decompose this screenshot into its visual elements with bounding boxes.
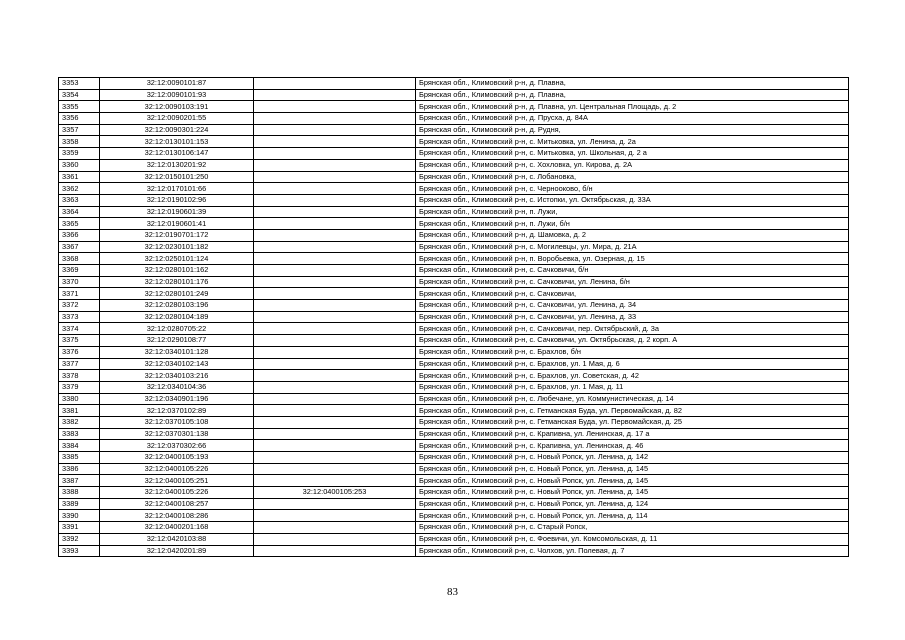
- row-number-cell: 3364: [59, 206, 100, 218]
- cadastral-number-cell: 32:12:0280103:196: [100, 300, 254, 312]
- table-row: [59, 452, 849, 464]
- address-cell: Брянская обл., Климовский р-н, д. Шамовка, д. 2: [416, 229, 849, 241]
- address-cell: Брянская обл., Климовский р-н, с. Гетманская Буда, ул. Первомайская, д. 25: [416, 416, 849, 428]
- address-cell: Брянская обл., Климовский р-н, с. Брахлов, ул. 1 Мая, д. 6: [416, 358, 849, 370]
- cadastral-number-cell: 32:12:0340104:36: [100, 381, 254, 393]
- cadastral-number-cell: 32:12:0280101:249: [100, 288, 254, 300]
- related-cadastral-number-cell: [254, 358, 416, 370]
- related-cadastral-number-cell: [254, 288, 416, 300]
- table-row: [59, 229, 849, 241]
- address-cell: Брянская обл., Климовский р-н, с. Новый Ропск, ул. Ленина, д. 124: [416, 498, 849, 510]
- table-row: [59, 124, 849, 136]
- address-cell: Брянская обл., Климовский р-н, с. Брахлов, ул. Советская, д. 42: [416, 370, 849, 382]
- related-cadastral-number-cell: [254, 89, 416, 101]
- address-cell: Брянская обл., Климовский р-н, с. Сачковичи, ул. Ленина, д. 34: [416, 300, 849, 312]
- table-row: [59, 498, 849, 510]
- cadastral-number-cell: 32:12:0340101:128: [100, 346, 254, 358]
- cadastral-number-cell: 32:12:0090101:93: [100, 89, 254, 101]
- related-cadastral-number-cell: [254, 300, 416, 312]
- row-number-cell: 3391: [59, 522, 100, 534]
- cadastral-number-cell: 32:12:0150101:250: [100, 171, 254, 183]
- row-number-cell: 3384: [59, 440, 100, 452]
- cadastral-number-cell: 32:12:0190601:41: [100, 218, 254, 230]
- row-number-cell: 3361: [59, 171, 100, 183]
- address-cell: Брянская обл., Климовский р-н, с. Сачковичи,: [416, 288, 849, 300]
- table-row: [59, 78, 849, 90]
- related-cadastral-number-cell: [254, 452, 416, 464]
- row-number-cell: 3379: [59, 381, 100, 393]
- row-number-cell: 3368: [59, 253, 100, 265]
- cadastral-number-cell: 32:12:0370301:138: [100, 428, 254, 440]
- address-cell: Брянская обл., Климовский р-н, с. Сачковичи, ул. Октябрьская, д. 2 корп. А: [416, 335, 849, 347]
- table-row: [59, 416, 849, 428]
- cadastral-number-cell: 32:12:0130106:147: [100, 148, 254, 160]
- related-cadastral-number-cell: [254, 124, 416, 136]
- related-cadastral-number-cell: [254, 440, 416, 452]
- related-cadastral-number-cell: [254, 206, 416, 218]
- cadastral-number-cell: 32:12:0250101:124: [100, 253, 254, 265]
- address-cell: Брянская обл., Климовский р-н, д. Плавна, ул. Центральная Площадь, д. 2: [416, 101, 849, 113]
- cadastral-number-cell: 32:12:0170101:66: [100, 183, 254, 195]
- row-number-cell: 3359: [59, 148, 100, 160]
- row-number-cell: 3357: [59, 124, 100, 136]
- row-number-cell: 3382: [59, 416, 100, 428]
- row-number-cell: 3362: [59, 183, 100, 195]
- address-cell: Брянская обл., Климовский р-н, п. Лужи,: [416, 206, 849, 218]
- row-number-cell: 3378: [59, 370, 100, 382]
- table-row: [59, 206, 849, 218]
- cadastral-number-cell: 32:12:0130101:153: [100, 136, 254, 148]
- address-cell: Брянская обл., Климовский р-н, д. Прусха, д. 84А: [416, 113, 849, 125]
- row-number-cell: 3375: [59, 335, 100, 347]
- cadastral-number-cell: 32:12:0370102:89: [100, 405, 254, 417]
- address-cell: Брянская обл., Климовский р-н, с. Могилевцы, ул. Мира, д. 21А: [416, 241, 849, 253]
- table-row: [59, 241, 849, 253]
- related-cadastral-number-cell: [254, 381, 416, 393]
- related-cadastral-number-cell: [254, 370, 416, 382]
- table-row: [59, 159, 849, 171]
- address-cell: Брянская обл., Климовский р-н, с. Крапивна, ул. Ленинская, д. 46: [416, 440, 849, 452]
- page-number: 83: [447, 586, 458, 598]
- cadastral-number-cell: 32:12:0340103:216: [100, 370, 254, 382]
- cadastral-number-cell: 32:12:0190601:39: [100, 206, 254, 218]
- table-row: [59, 136, 849, 148]
- address-cell: Брянская обл., Климовский р-н, с. Новый Ропск, ул. Ленина, д. 145: [416, 475, 849, 487]
- address-cell: Брянская обл., Климовский р-н, д. Плавна,: [416, 89, 849, 101]
- related-cadastral-number-cell: [254, 405, 416, 417]
- address-cell: Брянская обл., Климовский р-н, с. Фоевичи, ул. Комсомольская, д. 11: [416, 533, 849, 545]
- table-row: [59, 171, 849, 183]
- row-number-cell: 3374: [59, 323, 100, 335]
- property-registry-table: [58, 77, 849, 557]
- table-row: [59, 533, 849, 545]
- related-cadastral-number-cell: [254, 101, 416, 113]
- related-cadastral-number-cell: [254, 194, 416, 206]
- row-number-cell: 3380: [59, 393, 100, 405]
- table-row: [59, 218, 849, 230]
- cadastral-number-cell: 32:12:0400105:226: [100, 463, 254, 475]
- row-number-cell: 3388: [59, 487, 100, 499]
- table-row: [59, 194, 849, 206]
- row-number-cell: 3373: [59, 311, 100, 323]
- cadastral-number-cell: 32:12:0230101:182: [100, 241, 254, 253]
- related-cadastral-number-cell: [254, 428, 416, 440]
- row-number-cell: 3390: [59, 510, 100, 522]
- address-cell: Брянская обл., Климовский р-н, с. Сачковичи, ул. Ленина, б/н: [416, 276, 849, 288]
- table-row: [59, 335, 849, 347]
- row-number-cell: 3386: [59, 463, 100, 475]
- table-row: [59, 288, 849, 300]
- related-cadastral-number-cell: [254, 229, 416, 241]
- related-cadastral-number-cell: [254, 183, 416, 195]
- related-cadastral-number-cell: [254, 463, 416, 475]
- registry-table-body: [59, 78, 849, 557]
- cadastral-number-cell: 32:12:0290108:77: [100, 335, 254, 347]
- table-row: [59, 487, 849, 499]
- cadastral-number-cell: 32:12:0370105:108: [100, 416, 254, 428]
- row-number-cell: 3381: [59, 405, 100, 417]
- related-cadastral-number-cell: [254, 253, 416, 265]
- related-cadastral-number-cell: [254, 416, 416, 428]
- cadastral-number-cell: 32:12:0400201:168: [100, 522, 254, 534]
- related-cadastral-number-cell: [254, 346, 416, 358]
- address-cell: Брянская обл., Климовский р-н, с. Брахлов, б/н: [416, 346, 849, 358]
- row-number-cell: 3358: [59, 136, 100, 148]
- address-cell: Брянская обл., Климовский р-н, с. Чернооково, б/н: [416, 183, 849, 195]
- related-cadastral-number-cell: [254, 78, 416, 90]
- table-row: [59, 475, 849, 487]
- address-cell: Брянская обл., Климовский р-н, с. Чолхов, ул. Полевая, д. 7: [416, 545, 849, 557]
- related-cadastral-number-cell: [254, 323, 416, 335]
- related-cadastral-number-cell: [254, 159, 416, 171]
- related-cadastral-number-cell: [254, 136, 416, 148]
- row-number-cell: 3365: [59, 218, 100, 230]
- related-cadastral-number-cell: [254, 545, 416, 557]
- table-row: [59, 463, 849, 475]
- address-cell: Брянская обл., Климовский р-н, с. Сачковичи, пер. Октябрьский, д. 3а: [416, 323, 849, 335]
- row-number-cell: 3393: [59, 545, 100, 557]
- row-number-cell: 3371: [59, 288, 100, 300]
- cadastral-number-cell: 32:12:0280101:162: [100, 265, 254, 277]
- related-cadastral-number-cell: [254, 218, 416, 230]
- table-row: [59, 311, 849, 323]
- address-cell: Брянская обл., Климовский р-н, с. Новый Ропск, ул. Ленина, д. 114: [416, 510, 849, 522]
- address-cell: Брянская обл., Климовский р-н, с. Новый Ропск, ул. Ленина, д. 145: [416, 463, 849, 475]
- related-cadastral-number-cell: [254, 276, 416, 288]
- table-row: [59, 545, 849, 557]
- table-row: [59, 101, 849, 113]
- cadastral-number-cell: 32:12:0190102:96: [100, 194, 254, 206]
- related-cadastral-number-cell: 32:12:0400105:253: [254, 487, 416, 499]
- table-row: [59, 440, 849, 452]
- cadastral-number-cell: 32:12:0400108:257: [100, 498, 254, 510]
- row-number-cell: 3389: [59, 498, 100, 510]
- row-number-cell: 3387: [59, 475, 100, 487]
- address-cell: Брянская обл., Климовский р-н, п. Воробьевка, ул. Озерная, д. 15: [416, 253, 849, 265]
- address-cell: Брянская обл., Климовский р-н, с. Лобановка,: [416, 171, 849, 183]
- cadastral-number-cell: 32:12:0340102:143: [100, 358, 254, 370]
- related-cadastral-number-cell: [254, 522, 416, 534]
- address-cell: Брянская обл., Климовский р-н, с. Истопки, ул. Октябрьская, д. 33А: [416, 194, 849, 206]
- related-cadastral-number-cell: [254, 533, 416, 545]
- cadastral-number-cell: 32:12:0420103:88: [100, 533, 254, 545]
- cadastral-number-cell: 32:12:0090101:87: [100, 78, 254, 90]
- cadastral-number-cell: 32:12:0400105:226: [100, 487, 254, 499]
- related-cadastral-number-cell: [254, 311, 416, 323]
- address-cell: Брянская обл., Климовский р-н, с. Митьковка, ул. Школьная, д. 2 а: [416, 148, 849, 160]
- row-number-cell: 3360: [59, 159, 100, 171]
- table-row: [59, 300, 849, 312]
- related-cadastral-number-cell: [254, 498, 416, 510]
- table-row: [59, 405, 849, 417]
- related-cadastral-number-cell: [254, 265, 416, 277]
- address-cell: Брянская обл., Климовский р-н, с. Любечане, ул. Коммунистическая, д. 14: [416, 393, 849, 405]
- row-number-cell: 3372: [59, 300, 100, 312]
- cadastral-number-cell: 32:12:0400105:193: [100, 452, 254, 464]
- row-number-cell: 3376: [59, 346, 100, 358]
- table-row: [59, 370, 849, 382]
- row-number-cell: 3377: [59, 358, 100, 370]
- related-cadastral-number-cell: [254, 171, 416, 183]
- related-cadastral-number-cell: [254, 510, 416, 522]
- table-row: [59, 183, 849, 195]
- row-number-cell: 3370: [59, 276, 100, 288]
- table-row: [59, 428, 849, 440]
- address-cell: Брянская обл., Климовский р-н, с. Митьковка, ул. Ленина, д. 2а: [416, 136, 849, 148]
- row-number-cell: 3356: [59, 113, 100, 125]
- cadastral-number-cell: 32:12:0090301:224: [100, 124, 254, 136]
- table-row: [59, 346, 849, 358]
- row-number-cell: 3392: [59, 533, 100, 545]
- row-number-cell: 3385: [59, 452, 100, 464]
- address-cell: Брянская обл., Климовский р-н, п. Лужи, б/н: [416, 218, 849, 230]
- cadastral-number-cell: 32:12:0280104:189: [100, 311, 254, 323]
- cadastral-number-cell: 32:12:0280101:176: [100, 276, 254, 288]
- related-cadastral-number-cell: [254, 335, 416, 347]
- row-number-cell: 3369: [59, 265, 100, 277]
- address-cell: Брянская обл., Климовский р-н, с. Крапивна, ул. Ленинская, д. 17 а: [416, 428, 849, 440]
- related-cadastral-number-cell: [254, 393, 416, 405]
- related-cadastral-number-cell: [254, 475, 416, 487]
- address-cell: Брянская обл., Климовский р-н, д. Плавна,: [416, 78, 849, 90]
- cadastral-number-cell: 32:12:0370302:66: [100, 440, 254, 452]
- table-row: [59, 265, 849, 277]
- table-row: [59, 522, 849, 534]
- table-row: [59, 323, 849, 335]
- address-cell: Брянская обл., Климовский р-н, д. Рудня,: [416, 124, 849, 136]
- address-cell: Брянская обл., Климовский р-н, с. Гетманская Буда, ул. Первомайская, д. 82: [416, 405, 849, 417]
- row-number-cell: 3354: [59, 89, 100, 101]
- table-row: [59, 148, 849, 160]
- cadastral-number-cell: 32:12:0340901:196: [100, 393, 254, 405]
- cadastral-number-cell: 32:12:0400105:251: [100, 475, 254, 487]
- related-cadastral-number-cell: [254, 113, 416, 125]
- table-row: [59, 393, 849, 405]
- cadastral-number-cell: 32:12:0190701:172: [100, 229, 254, 241]
- table-row: [59, 510, 849, 522]
- cadastral-number-cell: 32:12:0280705:22: [100, 323, 254, 335]
- table-row: [59, 89, 849, 101]
- table-row: [59, 276, 849, 288]
- related-cadastral-number-cell: [254, 148, 416, 160]
- cadastral-number-cell: 32:12:0420201:89: [100, 545, 254, 557]
- row-number-cell: 3355: [59, 101, 100, 113]
- address-cell: Брянская обл., Климовский р-н, с. Новый Ропск, ул. Ленина, д. 142: [416, 452, 849, 464]
- table-row: [59, 358, 849, 370]
- address-cell: Брянская обл., Климовский р-н, с. Сачковичи, ул. Ленина, д. 33: [416, 311, 849, 323]
- table-row: [59, 253, 849, 265]
- row-number-cell: 3353: [59, 78, 100, 90]
- row-number-cell: 3366: [59, 229, 100, 241]
- address-cell: Брянская обл., Климовский р-н, с. Брахлов, ул. 1 Мая, д. 11: [416, 381, 849, 393]
- row-number-cell: 3383: [59, 428, 100, 440]
- address-cell: Брянская обл., Климовский р-н, с. Старый Ропск,: [416, 522, 849, 534]
- address-cell: Брянская обл., Климовский р-н, с. Сачковичи, б/н: [416, 265, 849, 277]
- cadastral-number-cell: 32:12:0130201:92: [100, 159, 254, 171]
- address-cell: Брянская обл., Климовский р-н, с. Новый Ропск, ул. Ленина, д. 145: [416, 487, 849, 499]
- table-row: [59, 113, 849, 125]
- cadastral-number-cell: 32:12:0400108:286: [100, 510, 254, 522]
- cadastral-number-cell: 32:12:0090103:191: [100, 101, 254, 113]
- cadastral-number-cell: 32:12:0090201:55: [100, 113, 254, 125]
- row-number-cell: 3363: [59, 194, 100, 206]
- table-row: [59, 381, 849, 393]
- row-number-cell: 3367: [59, 241, 100, 253]
- related-cadastral-number-cell: [254, 241, 416, 253]
- address-cell: Брянская обл., Климовский р-н, с. Хохловка, ул. Кирова, д. 2А: [416, 159, 849, 171]
